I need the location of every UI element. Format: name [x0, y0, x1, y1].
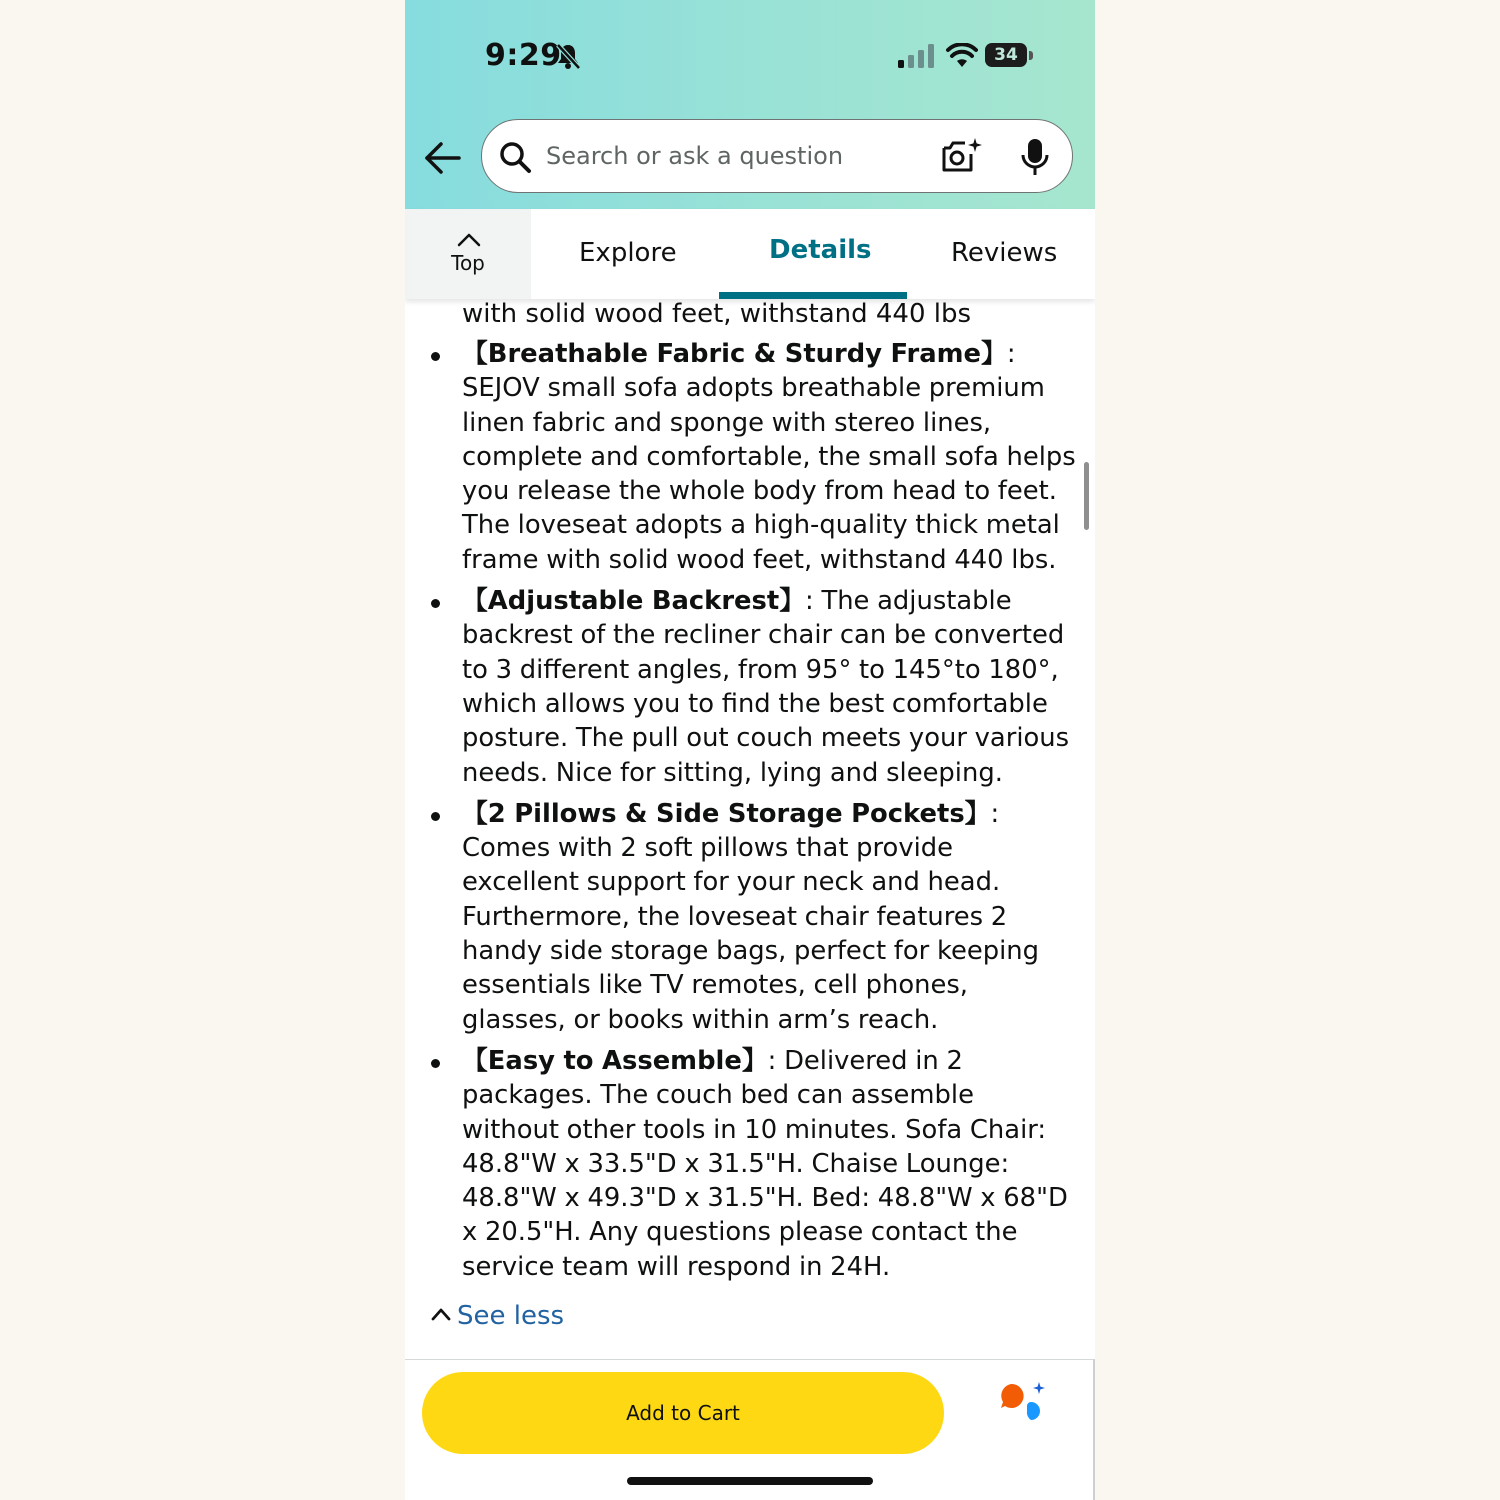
chevron-up-icon [457, 231, 481, 247]
battery-level: 34 [985, 43, 1027, 67]
feature-text: : The adjustable backrest of the recliner chair can be converted to 3 different angles, from 95° to 145°to 180°, which allows you to find the best comfortable posture. The pull out couch meets your various needs. Nice for sitting, lying and sleeping. [462, 586, 1070, 788]
feature-bullet-list [405, 337, 1095, 1291]
signal-icon [898, 44, 934, 68]
see-less-link[interactable] [431, 1301, 564, 1331]
tab-explore[interactable]: Explore [579, 238, 677, 268]
back-arrow-icon[interactable] [423, 140, 463, 176]
feature-title: 【Breathable Fabric & Sturdy Frame】 [462, 339, 1007, 369]
tab-reviews[interactable]: Reviews [951, 238, 1058, 268]
phone-screen [405, 0, 1095, 1500]
feature-title: 【Easy to Assemble】 [462, 1045, 768, 1076]
battery-icon [985, 43, 1035, 69]
search-icon [498, 140, 532, 174]
feature-text: : SEJOV small sofa adopts breathable premium linen fabric and sponge with stereo lines, complete and comfortable, the small sofa helps you release the whole body from head to feet. The loveseat adopts a high-quality thick metal frame with solid wood feet, withstand 440 lbs. [462, 339, 1076, 575]
feature-title: 【Adjustable Backrest】 [462, 586, 806, 617]
list-item [405, 337, 1077, 577]
status-time: 9:29 [485, 38, 562, 73]
back-to-top-button[interactable] [405, 209, 531, 299]
camera-icon[interactable] [940, 136, 982, 176]
tab-details[interactable]: Details [769, 235, 872, 265]
search-input[interactable]: Search or ask a question [546, 142, 844, 170]
header [405, 0, 1095, 209]
microphone-icon[interactable] [1020, 137, 1050, 177]
top-label: Top [451, 251, 485, 275]
feature-text: : Comes with 2 soft pillows that provide excellent support for your neck and head. Furthermore, the loveseat chair features 2 handy side storage bags, perfect for keeping essentials like TV remotes, cell phones, glasses, or books within arm’s reach. [462, 798, 1040, 1035]
search-bar[interactable] [481, 119, 1073, 193]
product-details [405, 299, 1095, 1359]
active-tab-indicator [719, 292, 907, 299]
add-to-cart-button[interactable]: Add to Cart [422, 1372, 944, 1454]
rufus-chat-icon[interactable] [997, 1382, 1051, 1424]
previous-text-fragment: with solid wood feet, withstand 440 lbs [462, 299, 972, 329]
list-item [405, 797, 1077, 1037]
feature-title: 【2 Pillows & Side Storage Pockets】 [462, 798, 991, 829]
list-item [405, 1044, 1077, 1284]
section-tabs [405, 209, 1095, 299]
list-item [405, 584, 1077, 790]
wifi-icon [946, 43, 978, 69]
bell-slash-icon [555, 42, 581, 70]
chevron-up-icon [431, 1307, 451, 1321]
home-indicator [627, 1477, 873, 1485]
feature-text: : Delivered in 2 packages. The couch bed can assemble without other tools in 10 minutes. Sofa Chair: 48.8"W x 33.5"D x 31.5"H. Chaise Lounge: 48.8"W x 49.3"D x 31.5"H. Bed: 48.8"W x 68"D x 20.5"H. Any questions please contact the service team will respond in 24H. [462, 1045, 1068, 1282]
scrollbar[interactable] [1084, 462, 1089, 530]
see-less-label[interactable]: See less [457, 1301, 565, 1331]
bottom-action-bar [405, 1359, 1095, 1500]
